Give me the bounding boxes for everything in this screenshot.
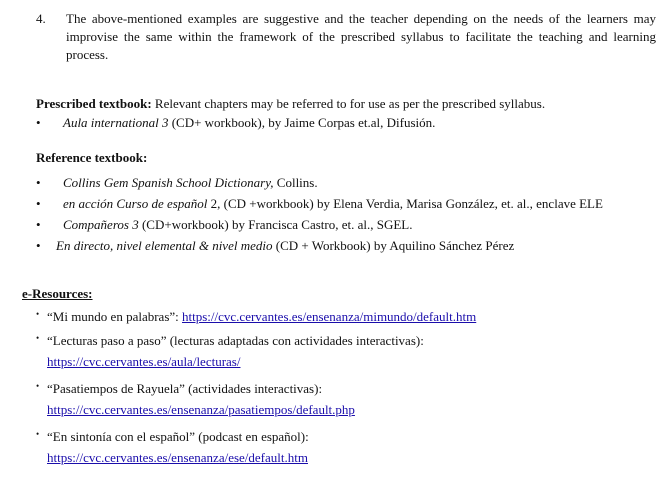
resource-name: “Pasatiempos de Rayuela” (actividades interactivas): (47, 381, 323, 396)
bullet-icon: • (36, 196, 41, 211)
resource-link-line (47, 354, 240, 370)
resource-link[interactable]: https://cvc.cervantes.es/aula/lecturas/ (47, 354, 241, 369)
resource-name: “En sintonía con el español” (podcast en español): (47, 429, 309, 444)
resource-link[interactable]: https://cvc.cervantes.es/ensenanza/mimundo/default.htm (182, 309, 477, 324)
book-details: (CD+workbook) by Francisca Castro, et. al., SGEL. (138, 217, 413, 232)
bullet-icon: • (36, 429, 40, 439)
prescribed-textbook-line (36, 96, 666, 112)
bullet-icon: • (36, 115, 41, 130)
book-title: en acción Curso de español (63, 196, 208, 211)
book-details: Collins. (273, 175, 318, 190)
prescribed-description: Relevant chapters may be referred to for use as per the prescribed syllabus. (151, 96, 546, 111)
resource-link[interactable]: https://cvc.cervantes.es/ensenanza/ese/default.htm (47, 450, 308, 465)
eresources-heading: e-Resources: (22, 286, 93, 301)
book-title: En directo, nivel elemental & nivel medio (56, 238, 273, 253)
bullet-icon: • (36, 175, 41, 190)
book-details: (CD + Workbook) by Aquilino Sánchez Pérez (272, 238, 515, 253)
book-title: Collins Gem Spanish School Dictionary, (63, 175, 274, 190)
prescribed-heading: Prescribed textbook: (36, 96, 152, 111)
reference-heading: Reference textbook: (36, 150, 148, 165)
book-title: Compañeros 3 (63, 217, 139, 232)
bullet-icon: • (36, 333, 40, 343)
bullet-icon: • (36, 238, 41, 253)
resource-link[interactable]: https://cvc.cervantes.es/ensenanza/pasatiempos/default.php (47, 402, 355, 417)
paragraph-number: 4. (36, 11, 46, 26)
bullet-icon: • (36, 309, 40, 319)
paragraph-text: The above-mentioned examples are suggestive and the teacher depending on the needs of the learners may improvise the same within the framework of the prescribed syllabus to facilitate the teaching and learning process. (66, 11, 656, 62)
bullet-icon: • (36, 381, 40, 391)
resource-name: “Lecturas paso a paso” (lecturas adaptadas con actividades interactivas): (47, 333, 424, 348)
bullet-icon: • (36, 217, 41, 232)
resource-link-line (47, 450, 308, 466)
resource-name: “Mi mundo en palabras”: (47, 309, 183, 324)
book-details: (CD+ workbook), by Jaime Corpas et.al, Difusión. (168, 115, 436, 130)
resource-link-line (47, 402, 355, 418)
book-details: 2, (CD +workbook) by Elena Verdia, Marisa González, et. al., enclave ELE (207, 196, 603, 211)
book-title: Aula international 3 (63, 115, 169, 130)
